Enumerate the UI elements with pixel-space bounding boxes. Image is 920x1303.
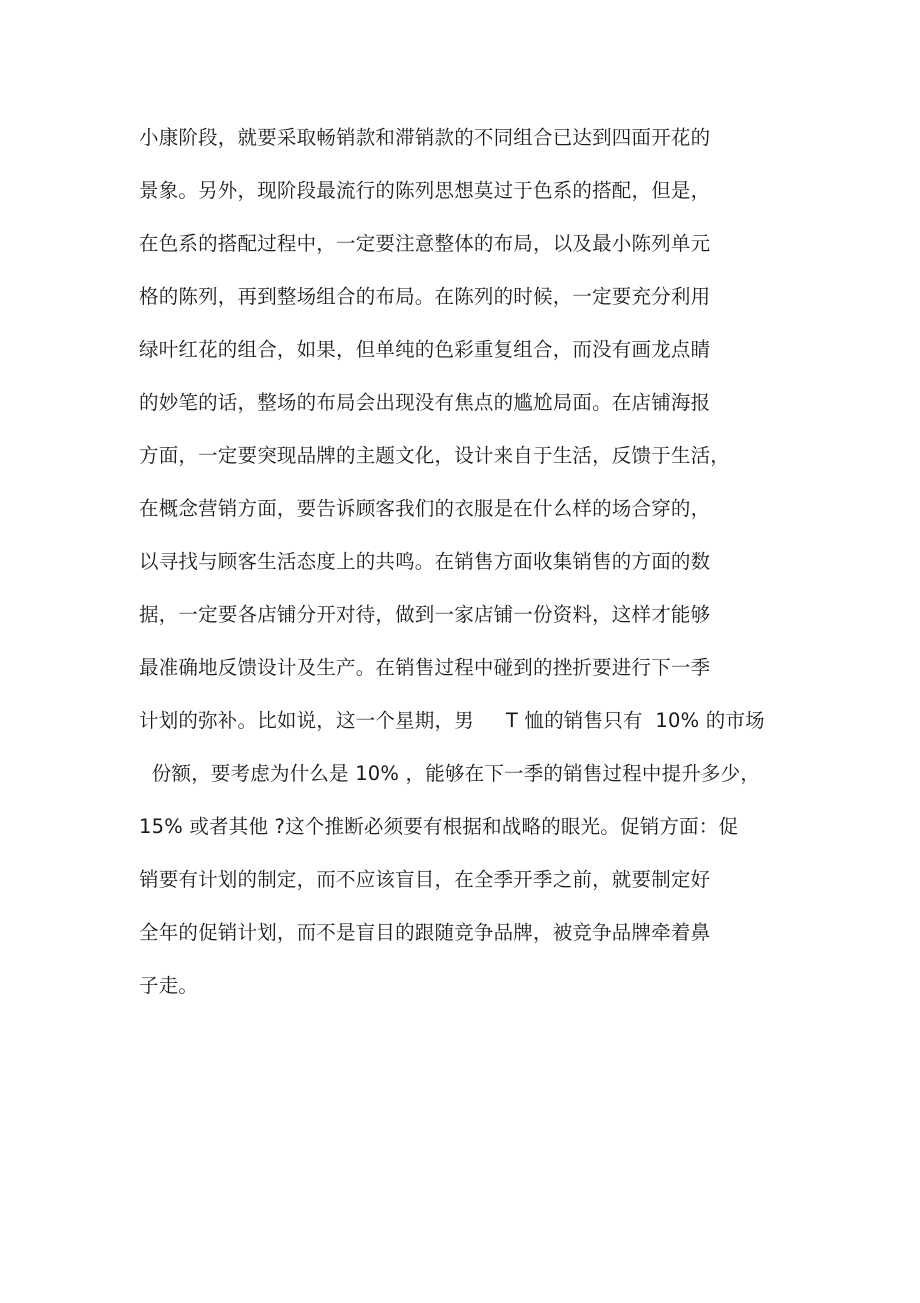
text-line: 15% 或者其他 ?这个推断必须要有根据和战略的眼光。促销方面：促 bbox=[139, 815, 739, 838]
text-line: 以寻找与顾客生活态度上的共鸣。在销售方面收集销售的方面的数 bbox=[139, 550, 711, 573]
text-line: 据，一定要各店铺分开对待，做到一家店铺一份资料，这样才能够 bbox=[139, 603, 711, 626]
text-line: 格的陈列，再到整场组合的布局。在陈列的时候，一定要充分利用 bbox=[139, 285, 711, 308]
text-line: 销要有计划的制定，而不应该盲目，在全季开季之前，就要制定好 bbox=[139, 868, 711, 891]
text-line: 子走。 bbox=[139, 974, 199, 997]
text-line: 全年的促销计划，而不是盲目的跟随竞争品牌，被竞争品牌牵着鼻 bbox=[139, 921, 711, 944]
text-line: 方面，一定要突现品牌的主题文化，设计来自于生活，反馈于生活， bbox=[139, 444, 731, 467]
body-text bbox=[139, 118, 789, 1019]
text-line: 绿叶红花的组合，如果，但单纯的色彩重复组合，而没有画龙点睛 bbox=[139, 338, 711, 361]
text-line: 的妙笔的话，整场的布局会出现没有焦点的尴尬局面。在店铺海报 bbox=[139, 391, 711, 414]
text-line: 在色系的搭配过程中，一定要注意整体的布局，以及最小陈列单元 bbox=[139, 232, 711, 255]
text-line: 小康阶段，就要采取畅销款和滞销款的不同组合已达到四面开花的 bbox=[139, 126, 711, 149]
text-line: 计划的弥补。比如说，这一个星期，男 T 恤的销售只有 10% 的市场 bbox=[139, 709, 765, 732]
text-line: 在概念营销方面，要告诉顾客我们的衣服是在什么样的场合穿的， bbox=[139, 497, 711, 520]
text-line: 景象。另外，现阶段最流行的陈列思想莫过于色系的搭配，但是， bbox=[139, 179, 711, 202]
text-line: 最准确地反馈设计及生产。在销售过程中碰到的挫折要进行下一季 bbox=[139, 656, 711, 679]
text-line: 份额，要考虑为什么是 10% ，能够在下一季的销售过程中提升多少， bbox=[139, 762, 761, 785]
